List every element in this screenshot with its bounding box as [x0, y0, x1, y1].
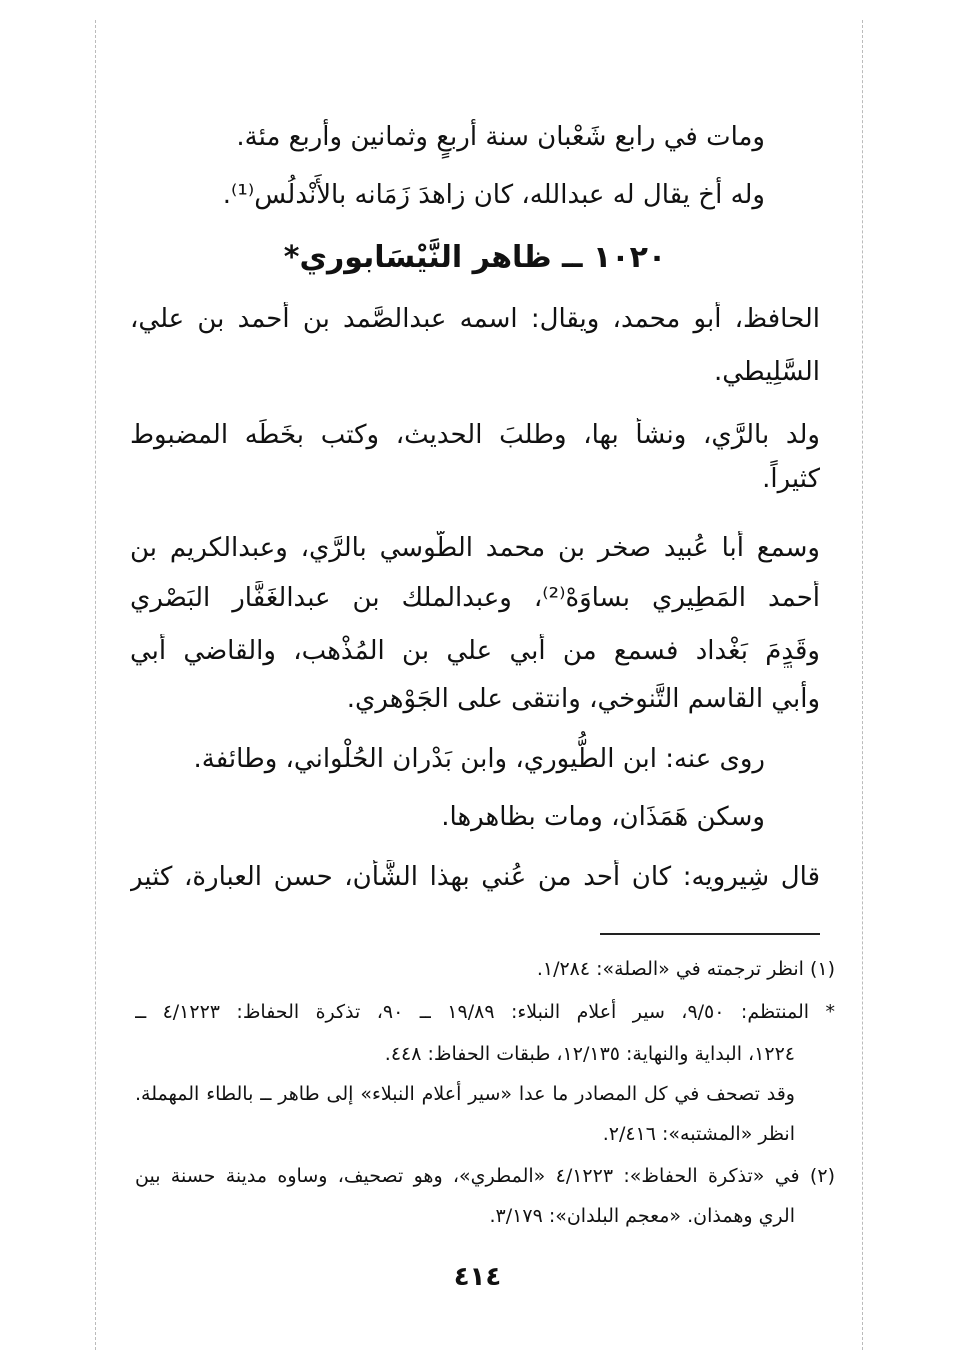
footnotes [135, 0, 835, 1372]
entry-line-1: الحافظ، أبو محمد، ويقال: اسمه عبدالصَّمد بن أحمد بن علي، [130, 304, 820, 334]
entry-line-7: وقَدِمَ بَغْداد فسمع من أبي علي بن المُذْهب، والقاضي أبي [130, 636, 820, 666]
scan-edge-left [95, 20, 96, 1350]
footnote-2: (٢) في «تذكرة الحفاظ»: ٤/١٢٢٣ «المطري»، وهو تصحيف، وساوه مدينة حسنة بين [135, 1165, 835, 1187]
footnote-2-cont: الري وهمذان. «معجم البلدان»: ٣/١٧٩. [489, 1205, 795, 1227]
main-line-1: ومات في رابع شَعْبان سنة أربعٍ وثمانين وأربع مئة. [236, 122, 765, 152]
entry-line-6: أحمد المَطِيري بساوَهْ⁽²⁾، وعبدالملك بن عبدالغَفَّار البَصْري [130, 583, 820, 613]
entry-line-3: ولد بالرَّي، ونشأَ بها، وطلبَ الحديث، وكتب بخَطِّه المضبوط [130, 420, 820, 450]
entry-line-8: وأبي القاسم التَّنوخي، وانتقى على الجَوْهري. [346, 684, 820, 714]
entry-line-5: وسمع أبا عُبيد صخر بن محمد الطُّوسي بالرَّي، وعبدالكريم بن [130, 533, 820, 563]
page-number: ٤١٤ [453, 1262, 502, 1292]
footnote-note-1: وقد تصحف في كل المصادر ما عدا «سير أعلام النبلاء» إلى طاهر ــ بالطاء المهملة. [135, 1083, 795, 1105]
entry-line-9: روى عنه: ابن الطُّيوري، وابن بَدْران الحُلْواني، وطائفة. [193, 744, 765, 774]
entry-line-11: قال شِيرويه: كان أحد من عُني بهذا الشَّأن، حسن العبارة، كثير [130, 862, 820, 892]
entry-line-10: وسكن هَمَذَان، ومات بظاهرها. [441, 802, 765, 832]
footnote-1: (١) انظر ترجمته في «الصلة»: ١/٢٨٤. [536, 958, 835, 980]
footnote-source-2: ١٢٢٤، البداية والنهاية: ١٢/١٣٥، طبقات الحفاظ: ٤٤٨. [384, 1043, 795, 1065]
entry-line-4: كثيراً. [762, 464, 820, 494]
scan-edge-right [862, 20, 863, 1350]
entry-line-2: السَّلِيطي. [713, 357, 820, 387]
footnote-source-1: * المنتظم: ٩/٥٠، سير أعلام النبلاء: ١٩/٨٩ ــ ٩٠، تذكرة الحفاظ: ٤/١٢٢٣ ــ [135, 1001, 835, 1023]
entry-heading: ١٠٢٠ ــ ظاهر النَّيْسَابوري* [283, 240, 667, 275]
main-line-2: وله أخ يقال له عبدالله، كان زاهدَ زَمَانه بالأَنْدلُس⁽¹⁾. [222, 180, 765, 210]
footnote-note-2: انظر «المشتبه»: ٢/٤١٦. [602, 1123, 795, 1145]
